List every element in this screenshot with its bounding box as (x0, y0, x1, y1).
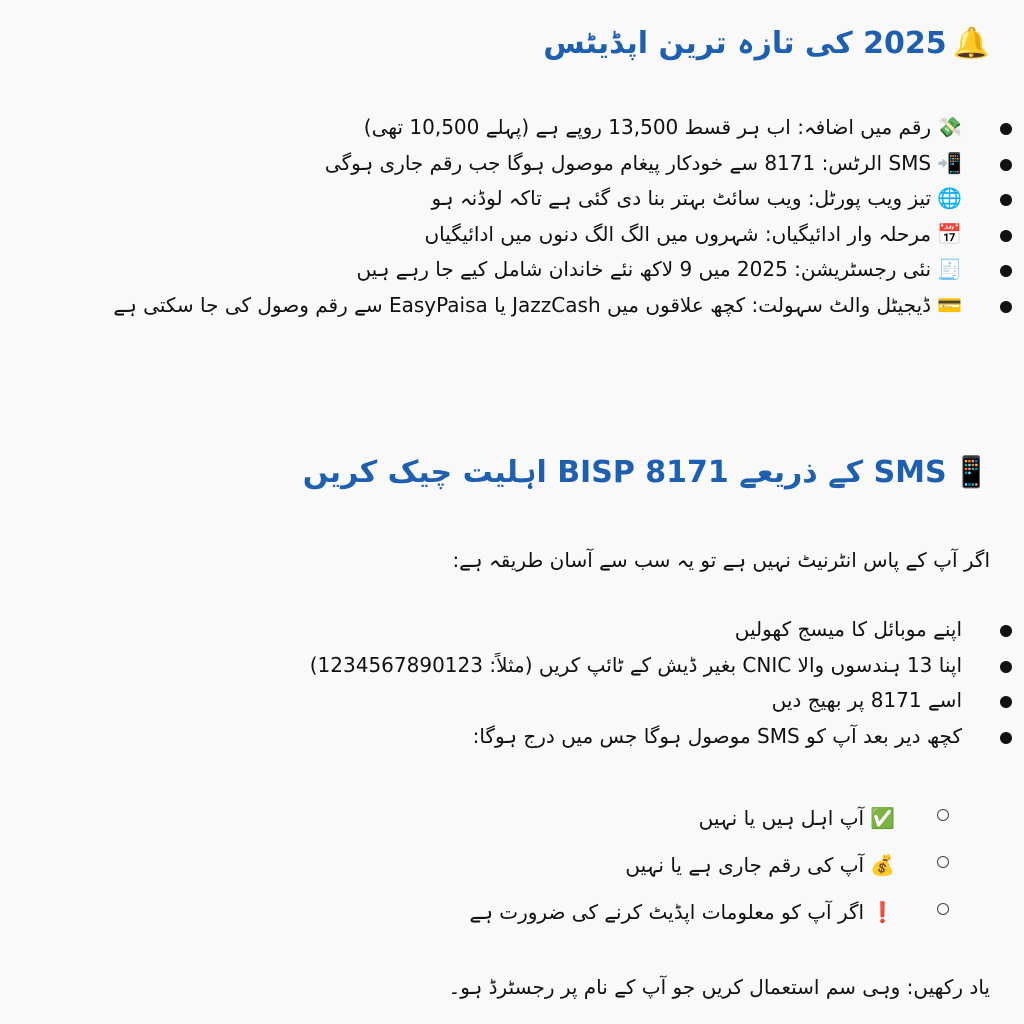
list-item (113, 146, 964, 182)
step-item: کچھ دیر بعد آپ کو SMS موصول ہوگا جس میں درج ہوگا: (310, 719, 964, 755)
list-item-text: نئی رجسٹریشن: 2025 میں 9 لاکھ نئے خاندان شامل کیے جا رہے ہیں (356, 257, 932, 281)
intro-text: اگر آپ کے پاس انٹرنیٹ نہیں ہے تو یہ سب سے آسان طریقہ ہے: (452, 548, 990, 572)
updates-heading-text: 2025 کی تازہ ترین اپڈیٹس (543, 26, 947, 61)
reminder-note: یاد رکھیں: وہی سم استعمال کریں جو آپ کے نام پر رجسٹرڈ ہو۔ (448, 975, 990, 999)
step-item: اپنے موبائل کا میسج کھولیں (310, 612, 964, 648)
mobile-phone-icon: 📱 (952, 455, 990, 490)
money-bag-icon: 💰 (870, 853, 895, 877)
receipt-icon: 🧾 (937, 257, 962, 281)
list-item (113, 288, 964, 324)
sms-result-list (469, 795, 897, 936)
step-item: اپنا 13 ہندسوں والا CNIC بغیر ڈیش کے ٹائپ کریں (مثلاً: 1234567890123) (310, 648, 964, 684)
sub-item (469, 795, 897, 842)
check-mark-icon: ✅ (870, 806, 895, 830)
calendar-icon: 📅 (937, 221, 962, 246)
sms-check-heading-text: SMS کے ذریعے BISP 8171 اہلیت چیک کریں (302, 455, 947, 490)
list-item-text: رقم میں اضافہ: اب ہر قسط 13,500 روپے ہے (پہلے 10,500 تھی) (363, 115, 932, 139)
list-item (113, 252, 964, 288)
steps-list (310, 612, 964, 754)
list-item-text: مرحلہ وار ادائیگیاں: شہروں میں الگ الگ دنوں میں ادائیگیاں (424, 221, 932, 246)
list-item (113, 181, 964, 217)
list-item-text: ڈیجیٹل والٹ سہولت: کچھ علاقوں میں JazzCash یا EasyPaisa سے رقم وصول کی جا سکتی ہے (113, 292, 932, 317)
list-item (113, 217, 964, 253)
globe-icon: 🌐 (937, 186, 962, 210)
sub-item-text: آپ کی رقم جاری ہے یا نہیں (625, 853, 865, 877)
sub-item (469, 842, 897, 889)
updates-list (113, 110, 964, 323)
mobile-arrow-icon: 📲 (937, 150, 962, 175)
list-item-text: SMS الرٹس: 8171 سے خودکار پیغام موصول ہوگا جب رقم جاری ہوگی (324, 150, 932, 175)
list-item (113, 110, 964, 146)
sub-item-text: اگر آپ کو معلومات اپڈیٹ کرنے کی ضرورت ہے (469, 900, 865, 924)
sub-item-text: آپ اہل ہیں یا نہیں (698, 806, 865, 830)
list-item-text: تیز ویب پورٹل: ویب سائٹ بہتر بنا دی گئی ہے تاکہ لوڈنہ ہو (431, 186, 932, 210)
sub-item (469, 889, 897, 936)
exclamation-icon: ❗ (870, 900, 895, 924)
sms-check-heading (303, 455, 990, 490)
step-item: اسے 8171 پر بھیج دیں (310, 683, 964, 719)
bell-icon: 🔔 (952, 26, 990, 61)
credit-card-icon: 💳 (937, 292, 962, 317)
updates-heading (543, 26, 990, 61)
money-wings-icon: 💸 (937, 115, 962, 139)
